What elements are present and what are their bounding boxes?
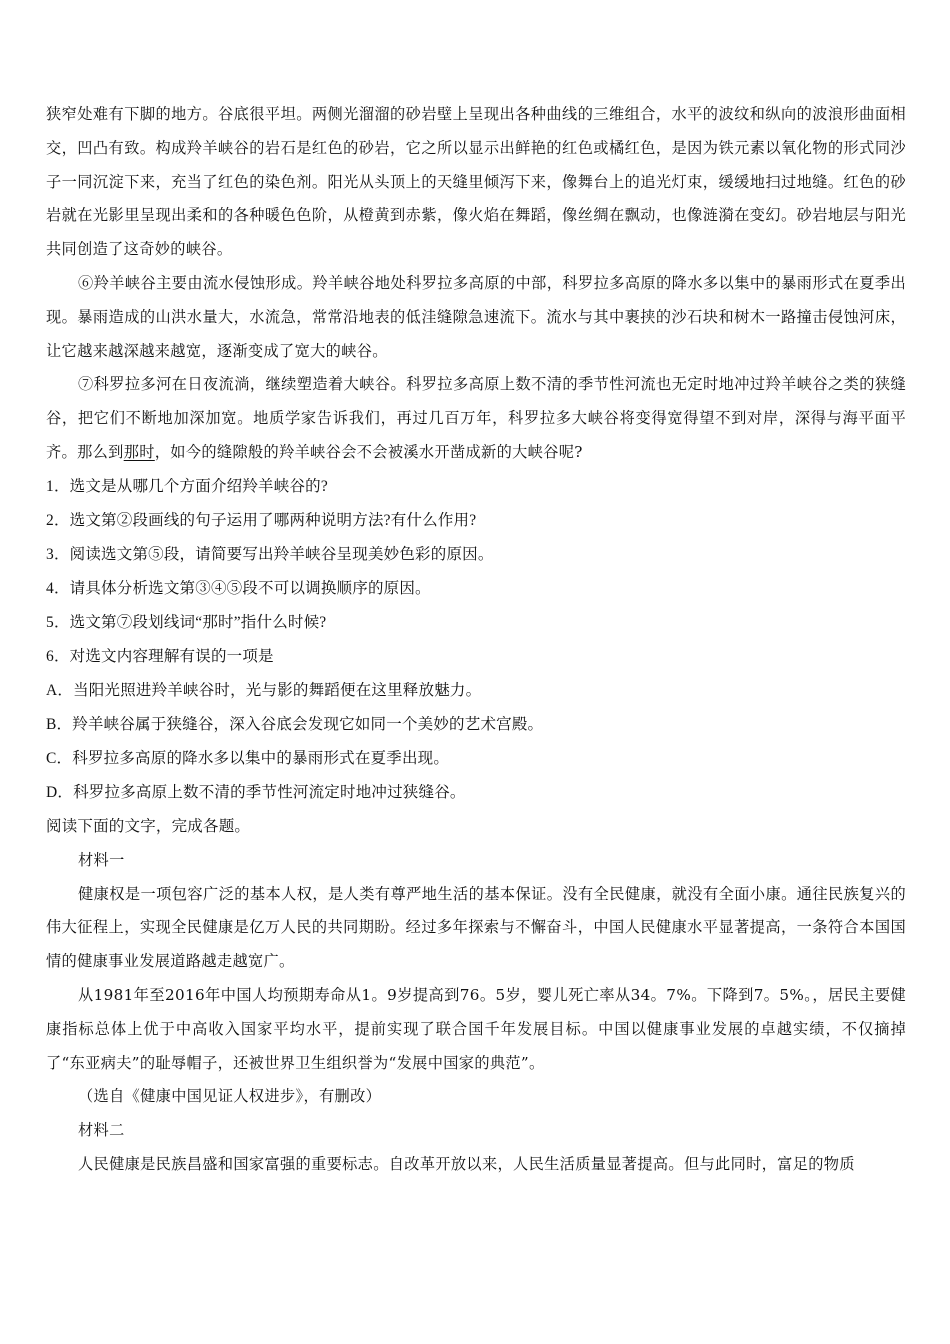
question-1: 1．选文是从哪几个方面介绍羚羊峡谷的?: [46, 477, 328, 495]
material-1-paragraph-1: 健康权是一项包容广泛的基本人权，是人类有尊严地生活的基本保证。没有全民健康，就没有全面小康。通往民族复兴的伟大征程上，实现全民健康是亿万人民的共同期盼。经过多年探索与不懈奋斗，中国人民健康水平显著提高，一条符合本国国情的健康事业发展道路越走越宽广。: [46, 884, 906, 971]
paragraph-7-text-a: ⑦科罗拉多河在日夜流淌，继续塑造着大峡谷。科罗拉多高原上数不清的季节性河流也无定时地冲过羚羊峡谷之类的狭缝谷，把它们不断地加深加宽。地质学家告诉我们，再过几百万年，科罗拉多大峡谷将变得宽得望不到对岸，深得与海平面平齐。那么到: [46, 375, 906, 461]
document-page: [46, 98, 906, 1182]
passage-paragraph-5-continued: 狭窄处难有下脚的地方。谷底很平坦。两侧光溜溜的砂岩壁上呈现出各种曲线的三维组合，水平的波纹和纵向的波浪形曲面相交，凹凸有致。构成羚羊峡谷的岩石是红色的砂岩，它之所以显示出鲜艳的红色或橘红色，是因为铁元素以氧化物的形式同沙子一同沉淀下来，充当了红色的染色剂。阳光从头顶上的天缝里倾泻下来，像舞台上的追光灯束，缓缓地扫过地缝。红色的砂岩就在光影里呈现出柔和的各种暖色色阶，从橙黄到赤紫，像火焰在舞蹈，像丝绸在飘动，也像涟漪在变幻。砂岩地层与阳光共同创造了这奇妙的峡谷。: [46, 105, 906, 259]
question-2: 2．选文第②段画线的句子运用了哪两种说明方法?有什么作用?: [46, 511, 477, 529]
option-d: D．科罗拉多高原上数不清的季节性河流定时地冲过狭缝谷。: [46, 783, 466, 801]
underlined-word-nashi: 那时: [123, 442, 155, 461]
option-c: C．科罗拉多高原的降水多以集中的暴雨形式在夏季出现。: [46, 749, 450, 767]
material-1-source: （选自《健康中国见证人权进步》，有删改）: [78, 1087, 382, 1106]
question-5: 5．选文第⑦段划线词“那时”指什么时候?: [46, 613, 327, 631]
option-b: B．羚羊峡谷属于狭缝谷，深入谷底会发现它如同一个美妙的艺术宫殿。: [46, 715, 544, 733]
material-2-title: 材料二: [78, 1121, 125, 1140]
passage-paragraph-6: ⑥羚羊峡谷主要由流水侵蚀形成。羚羊峡谷地处科罗拉多高原的中部，科罗拉多高原的降水多以集中的暴雨形式在夏季出现。暴雨造成的山洪水量大，水流急，常常沿地表的低洼缝隙急速流下。流水与其中裹挟的沙石块和树木一路撞击侵蚀河床，让它越来越深越来越宽，逐渐变成了宽大的峡谷。: [46, 273, 906, 360]
question-3: 3．阅读选文第⑤段，请简要写出羚羊峡谷呈现美妙色彩的原因。: [46, 545, 494, 563]
option-a: A．当阳光照进羚羊峡谷时，光与影的舞蹈便在这里释放魅力。: [46, 681, 482, 699]
question-4: 4．请具体分析选文第③④⑤段不可以调换顺序的原因。: [46, 579, 431, 597]
passage-paragraph-7: [46, 368, 906, 469]
paragraph-7-text-b: ，如今的缝隙般的羚羊峡谷会不会被溪水开凿成新的大峡谷呢?: [154, 442, 583, 461]
reading-instruction: 阅读下面的文字，完成各题。: [46, 817, 251, 835]
material-2-paragraph-1: 人民健康是民族昌盛和国家富强的重要标志。自改革开放以来，人民生活质量显著提高。但与此同时，富足的物质: [78, 1154, 855, 1173]
material-1-paragraph-2: 从1981年至2016年中国人均预期寿命从1。9岁提高到76。5岁，婴儿死亡率从34。7%。下降到7。5%。，居民主要健康指标总体上优于中高收入国家平均水平，提前实现了联合国千年发展目标。中国以健康事业发展的卓越实绩，不仅摘掉了“东亚病夫”的耻辱帽子，还被世界卫生组织誉为“发展中国家的典范”。: [46, 985, 906, 1072]
question-6: 6．对选文内容理解有误的一项是: [46, 647, 274, 665]
material-1-title: 材料一: [78, 850, 125, 869]
